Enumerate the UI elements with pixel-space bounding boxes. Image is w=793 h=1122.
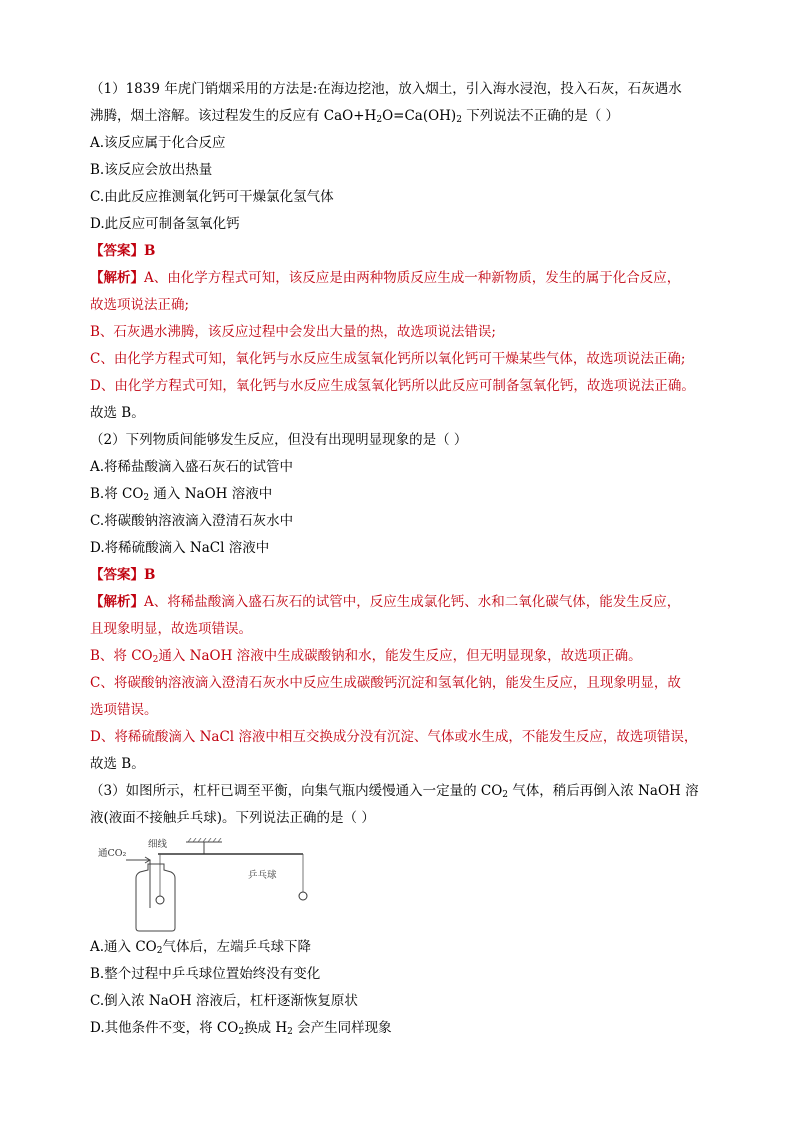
- q3-stem-line2: 液(液面不接触乒乓球)。下列说法正确的是（ ）: [90, 810, 375, 826]
- q2-analysis-c2: 选项错误。: [90, 702, 158, 718]
- q2-option-d: D.将稀硫酸滴入 NaCl 溶液中: [90, 540, 270, 556]
- answer-value: B: [144, 243, 156, 259]
- string-label: 细线: [148, 839, 168, 850]
- q3-stem-line1: （3）如图所示，杠杆已调至平衡，向集气瓶内缓慢通入一定量的 $CO_2$ 气体，稍后再倒入浓 NaOH 溶: [90, 783, 699, 800]
- q3-option-c: C.倒入浓 NaOH 溶液后，杠杆逐渐恢复原状: [90, 993, 358, 1009]
- q1-analysis-b: B、石灰遇水沸腾，该反应过程中会发出大量的热，故选项说法错误;: [90, 324, 496, 340]
- q3-option-b: B.整个过程中乒乓球位置始终没有变化: [90, 966, 321, 982]
- q2-analysis-c1: C、将碳酸钠溶液滴入澄清石灰水中反应生成碳酸钙沉淀和氢氧化钠，能发生反应，且现象明显，故: [90, 675, 681, 691]
- q2-analysis-a2: 且现象明显，故选项错误。: [90, 621, 252, 637]
- q2-option-b: B.将 $CO_2$ 通入 NaOH 溶液中: [90, 486, 273, 503]
- q2-analysis-d1: D、将稀硫酸滴入 NaCl 溶液中相互交换成分没有沉淀、气体或水生成，不能发生反应，故选项错误，: [90, 729, 698, 745]
- ceiling-hatch: [188, 838, 221, 842]
- ball-label: 乒乓球: [248, 870, 277, 881]
- left-ping-pong-ball: [156, 896, 164, 904]
- q1-analysis-a1: 【解析】A、由化学方程式可知，该反应是由两种物质反应生成一种新物质，发生的属于化合反应，: [90, 270, 681, 286]
- q1-option-d: D.此反应可制备氢氧化钙: [90, 216, 240, 232]
- q2-stem: （2）下列物质间能够发生反应，但没有出现明显现象的是（ ）: [90, 432, 468, 448]
- analysis-tag: 【解析】: [90, 270, 144, 286]
- q1-option-a: A.该反应属于化合反应: [90, 135, 226, 151]
- answer-tag: 【答案】: [90, 567, 144, 583]
- q1-analysis-a2: 故选项说法正确;: [90, 297, 190, 313]
- q1-stem-line1: （1）1839 年虎门销烟采用的方法是:在海边挖池，放入烟土，引入海水浸泡，投入石灰，石灰遇水: [90, 81, 682, 97]
- q1-analysis-c: C、由化学方程式可知，氧化钙与水反应生成氢氧化钙所以氧化钙可干燥某些气体，故选项说法正确;: [90, 351, 686, 367]
- q1-conclusion: 故选 B。: [90, 405, 145, 421]
- worksheet-page: [90, 76, 715, 1042]
- q2-conclusion: 故选 B。: [90, 756, 145, 772]
- q2-answer: [90, 562, 715, 589]
- q2-option-c: C.将碳酸钠溶液滴入澄清石灰水中: [90, 513, 294, 529]
- q3-option-a: A.通入 $CO_2$气体后，左端乒乓球下降: [90, 939, 311, 956]
- q1-stem-line2: 沸腾，烟土溶解。该过程发生的反应有 $CaO+H_2O=Ca(OH)_2$ 下列说法不正确的是（ ）: [90, 108, 620, 125]
- q3-option-d: D.其他条件不变，将 $CO_2$换成 $H_2$ 会产生同样现象: [90, 1020, 392, 1037]
- q2-analysis-b: B、将 $CO_2$通入 NaOH 溶液中生成碳酸钠和水，能发生反应，但无明显现象，故选项正确。: [90, 648, 642, 665]
- analysis-tag: 【解析】: [90, 594, 144, 610]
- q1-option-b: B.该反应会放出热量: [90, 162, 213, 178]
- q2-analysis-a1: 【解析】A、将稀盐酸滴入盛石灰石的试管中，反应生成氯化钙、水和二氧化碳气体，能发生反应，: [90, 594, 681, 610]
- inlet-label: 通CO₂: [98, 848, 127, 859]
- q2-option-a: A.将稀盐酸滴入盛石灰石的试管中: [90, 459, 294, 475]
- q1-analysis-d: D、由化学方程式可知，氧化钙与水反应生成氢氧化钙所以此反应可制备氢氧化钙，故选项说法正确。: [90, 378, 695, 394]
- lever-apparatus-figure: [90, 832, 715, 934]
- gas-bottle: [136, 864, 175, 931]
- lever-diagram: [98, 838, 338, 932]
- answer-value: B: [144, 567, 156, 583]
- q1-option-c: C.由此反应推测氧化钙可干燥氯化氢气体: [90, 189, 334, 205]
- right-ping-pong-ball: [299, 892, 307, 900]
- q1-answer: [90, 238, 715, 265]
- answer-tag: 【答案】: [90, 243, 144, 259]
